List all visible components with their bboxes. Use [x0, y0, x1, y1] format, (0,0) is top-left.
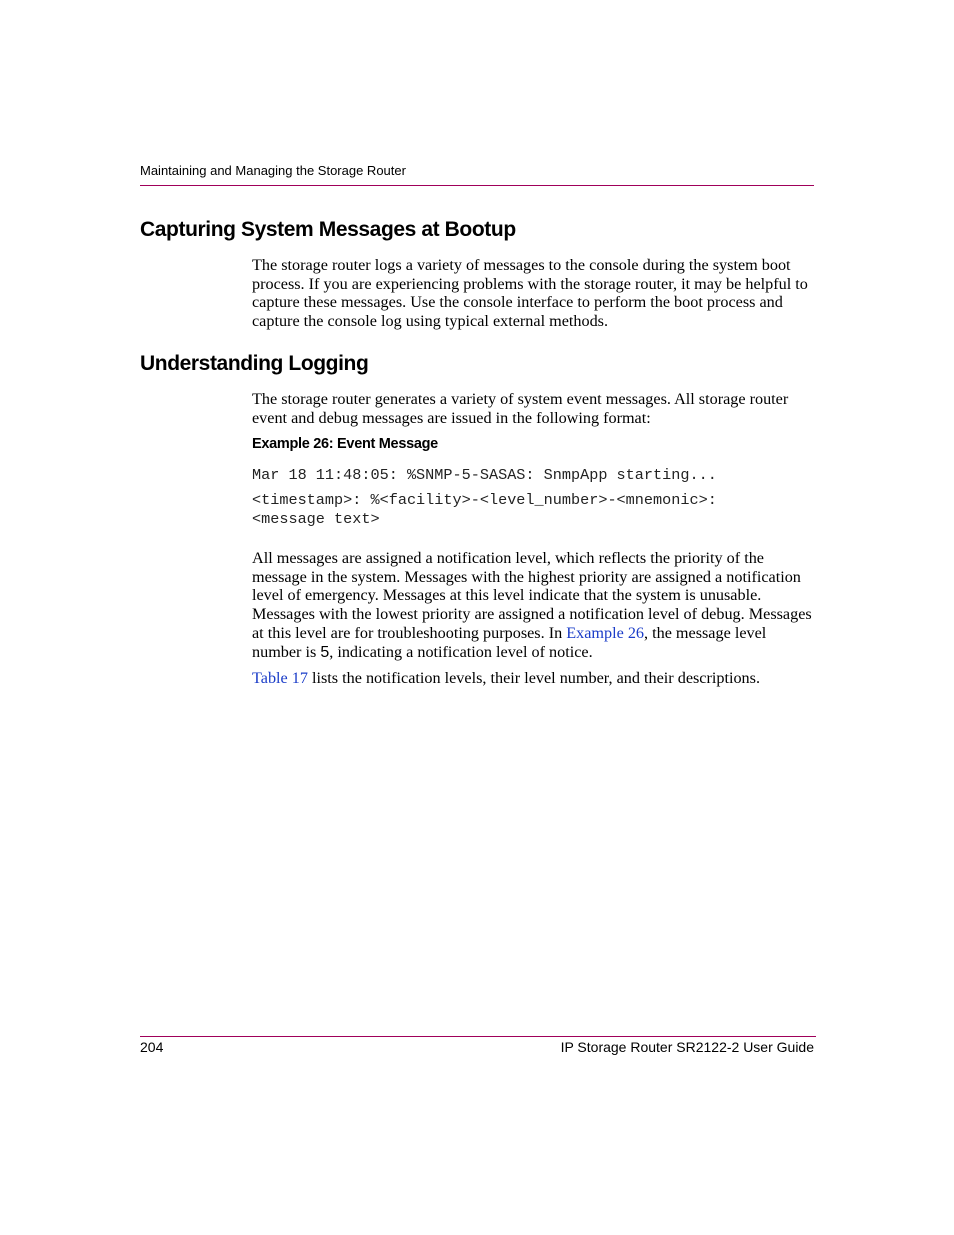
code-format-line-continued: <message text> — [252, 510, 380, 528]
logging-intro-paragraph: The storage router generates a variety of system event messages. All storage router event and debug messages are issued in the following format: — [252, 390, 789, 427]
levels-text: , indicating a notification level of notice. — [329, 642, 593, 661]
levels-text: , the message level number is — [252, 623, 767, 661]
notification-levels-paragraph — [252, 549, 818, 662]
guide-title: IP Storage Router SR2122-2 User Guide — [560, 1039, 814, 1055]
code-format-line: <timestamp>: %<facility>-<level_number>-<mnemonic>: — [252, 491, 717, 509]
table-17-link[interactable]: Table 17 — [252, 669, 308, 687]
code-example-line: Mar 18 11:48:05: %SNMP-5-SASAS: SnmpApp starting... — [252, 466, 717, 484]
table-reference-paragraph — [252, 669, 818, 688]
example-caption: Example 26: Event Message — [252, 436, 438, 452]
header-rule — [140, 185, 814, 186]
page-number: 204 — [140, 1039, 164, 1055]
table-reference-text: lists the notification levels, their level number, and their descriptions. — [307, 669, 760, 687]
levels-text: All messages are assigned a notification level, which reflects the priority of the message in the system. Messages with the highest priority are assigned a notification level of emergency. Messages at this level indicate that the system is unusable. Messages with the lowest priority are assigned a notification level of debug. Messages at this level are for troubleshooting purposes. In — [252, 549, 812, 642]
example-26-link[interactable]: Example 26 — [566, 623, 645, 642]
section-heading-logging: Understanding Logging — [140, 352, 369, 375]
running-head: Maintaining and Managing the Storage Router — [140, 163, 406, 178]
footer-rule — [140, 1036, 816, 1037]
section-heading-capturing: Capturing System Messages at Bootup — [140, 218, 516, 241]
level-number: 5 — [320, 643, 330, 661]
capturing-paragraph: The storage router logs a variety of messages to the console during the system boot process. If you are experiencing problems with the storage router, it may be helpful to capture these messages. Use the console interface to perform the boot process and capture the console log using typical external methods. — [252, 256, 808, 331]
